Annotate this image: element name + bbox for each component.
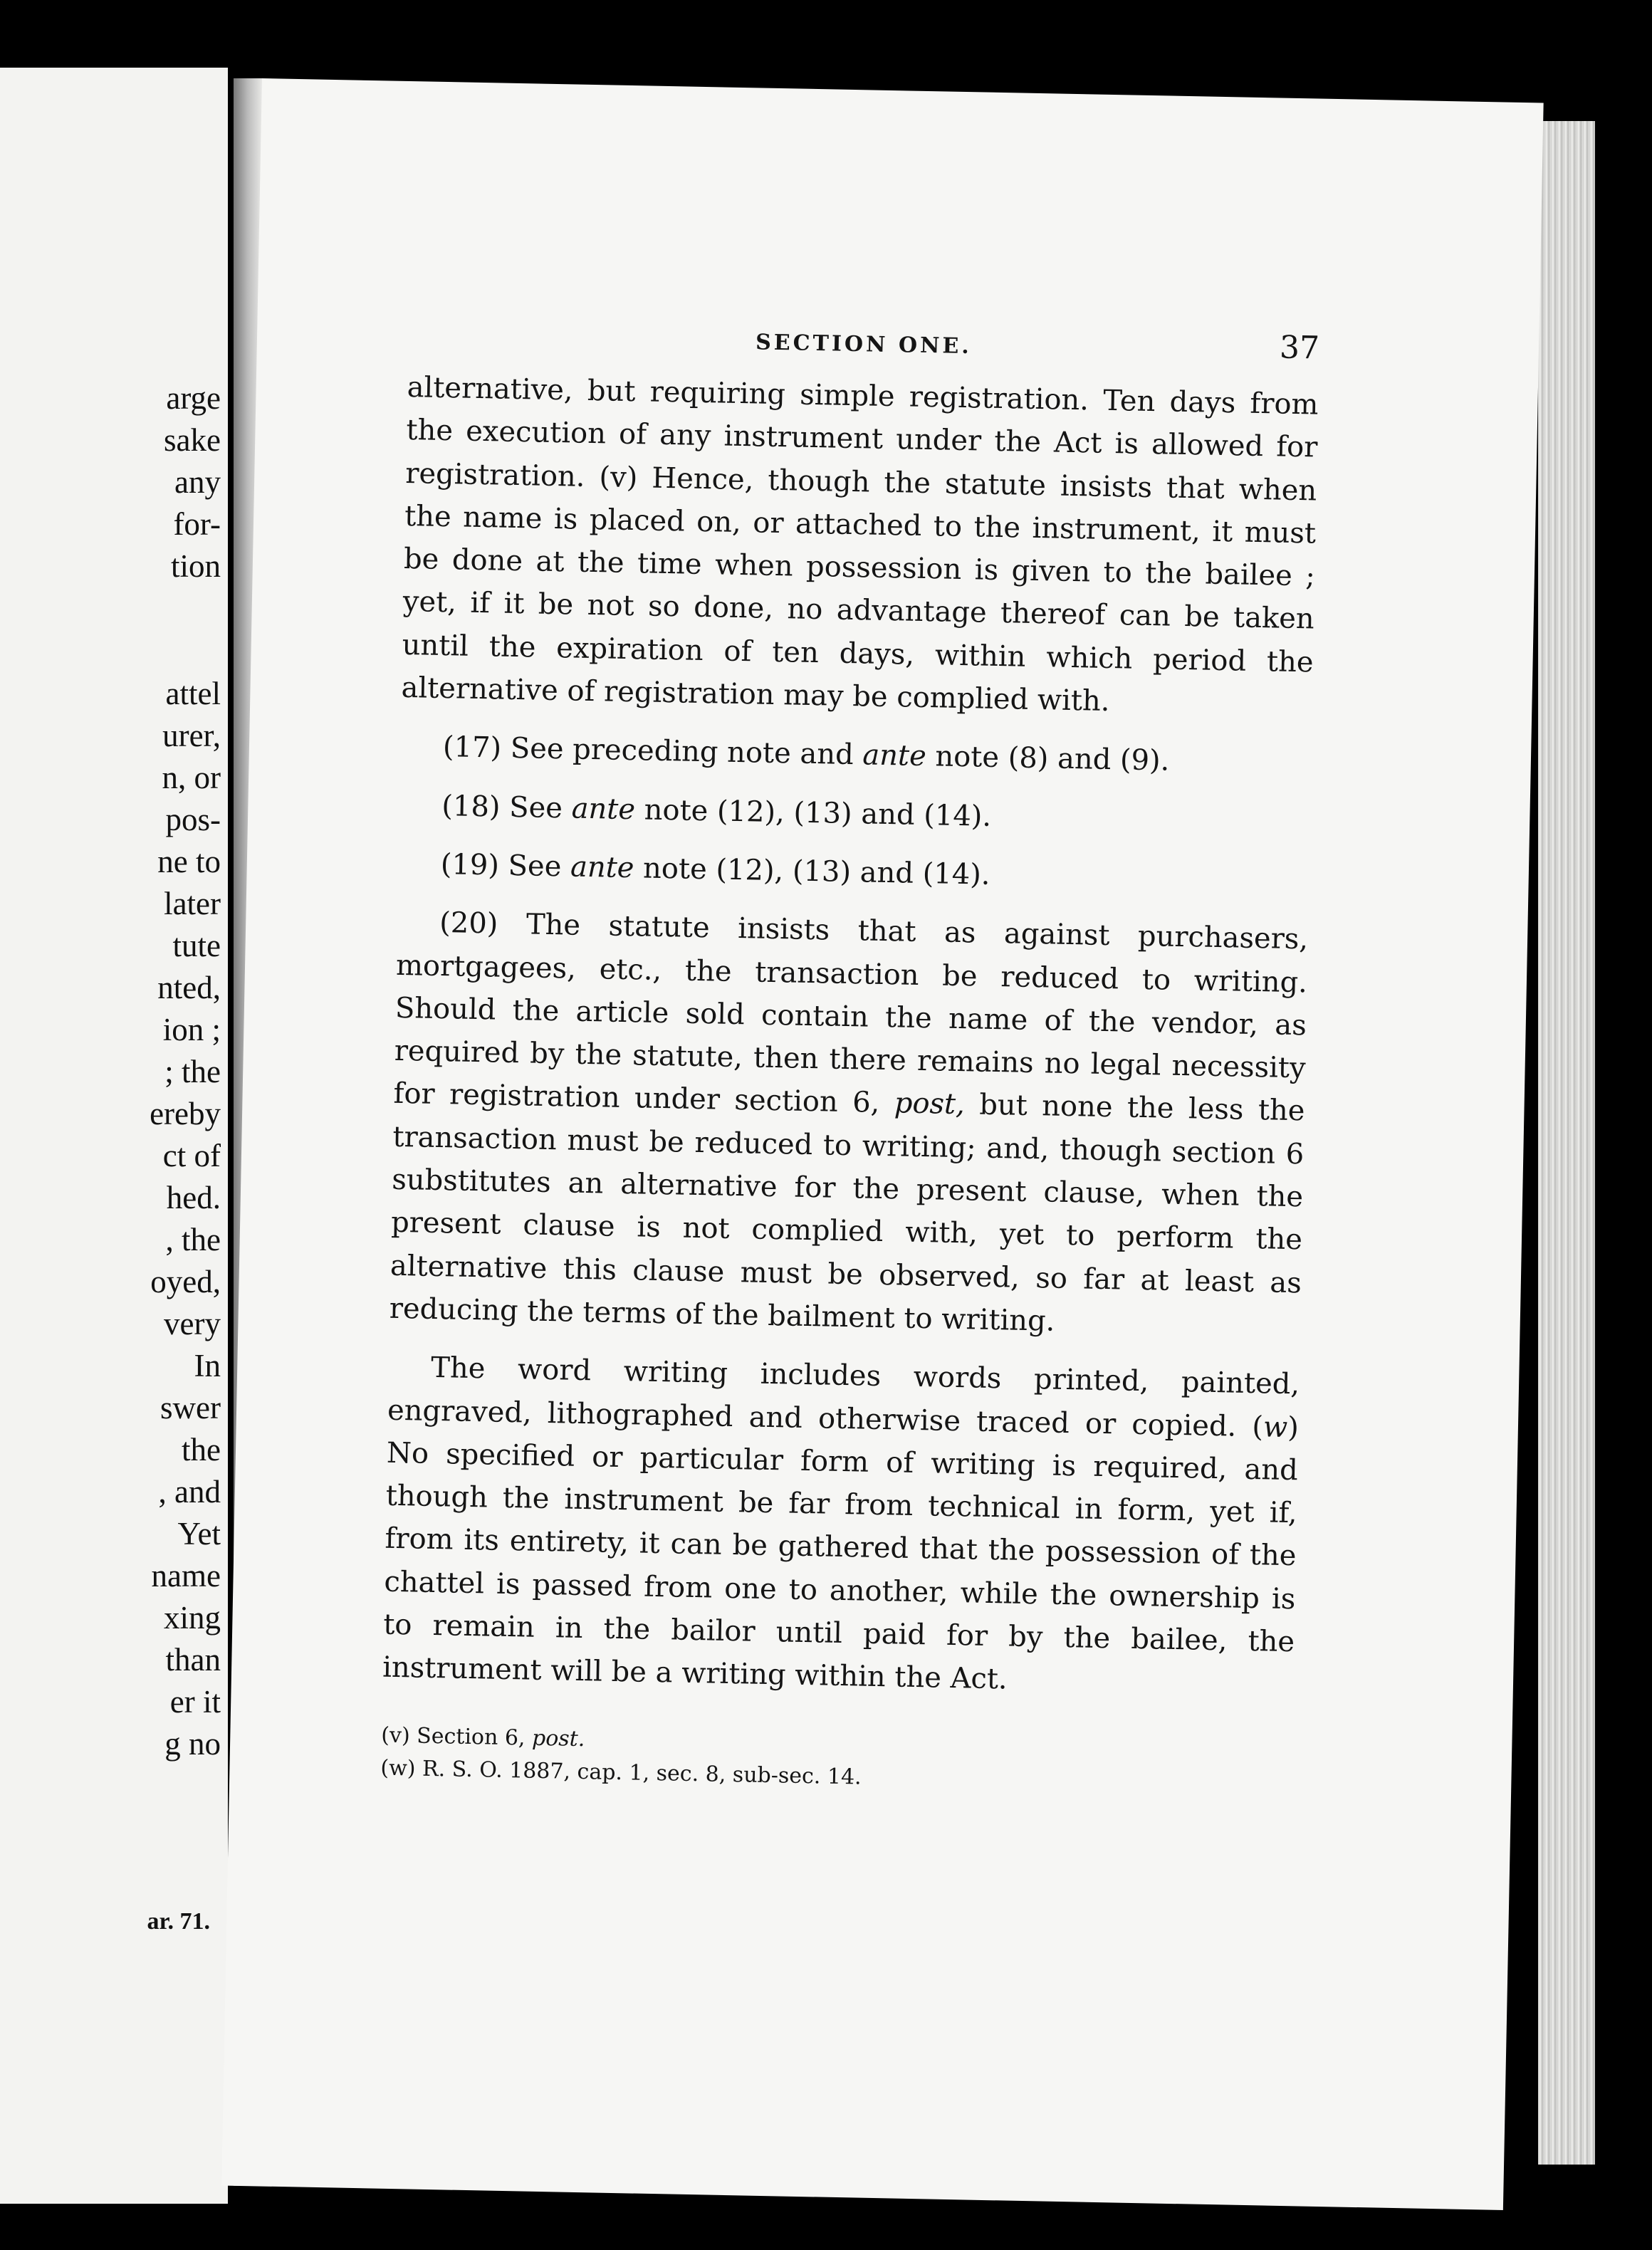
left-page-line: n, or bbox=[162, 760, 221, 795]
note-18: (18) See ante note (12), (13) and (14). bbox=[441, 789, 992, 833]
left-page-line: , the bbox=[165, 1222, 221, 1257]
note-19: (19) See ante note (12), (13) and (14). bbox=[440, 847, 990, 891]
page-edges bbox=[1538, 121, 1595, 2165]
left-page-line: name bbox=[151, 1558, 221, 1594]
left-page-line: nted, bbox=[157, 970, 221, 1005]
left-page-line: oyed, bbox=[150, 1264, 221, 1299]
page-number: 37 bbox=[1279, 329, 1320, 367]
left-page-line: ; the bbox=[164, 1054, 221, 1089]
footnotes bbox=[380, 1719, 1293, 1802]
left-page-fragment bbox=[0, 68, 228, 2204]
left-page-line: ion ; bbox=[162, 1012, 221, 1047]
left-page-line: ct of bbox=[162, 1138, 221, 1173]
paragraph-continued: alternative, but requiring simple registration. Ten days from the execution of any instrument under the Act is allowed for registration. (v) Hence, though the statute insists that when the name is placed on, or attached to the instrument, it must be done at the time when possession is given to the bailee ; yet, if it be not so done, no advantage thereof can be taken until the expiration of ten days, within which period the alternative of registration may be complied with. bbox=[401, 370, 1319, 718]
footnote-w: (w) R. S. O. 1887, cap. 1, sec. 8, sub-sec. 14. bbox=[380, 1755, 862, 1790]
left-page-line: ne to bbox=[157, 844, 221, 879]
left-page-line: attel bbox=[165, 676, 221, 711]
left-page-line: than bbox=[165, 1642, 221, 1678]
left-page-line: In bbox=[194, 1348, 221, 1383]
left-page-line: Yet bbox=[177, 1516, 221, 1552]
left-page-line bbox=[0, 587, 221, 673]
right-page bbox=[221, 78, 1543, 2210]
left-page-line: for- bbox=[173, 506, 221, 542]
left-page-line: pos- bbox=[165, 802, 221, 837]
note-17: (17) See preceding note and ante note (8) and (9). bbox=[442, 731, 1170, 778]
left-page-line: later bbox=[164, 886, 221, 921]
paragraph-writing-definition: The word writing includes words printed, painted, engraved, lithographed and otherwise traced or copied. (w) No specified or particular form of writing is required, and though the instrument be far from technical in form, yet if, from its entirety, it can be gathered that the possession of the chattel is passed from one to another, while the ownership is to remain in the bailor until paid for by the bailee, the instrument will be a writing within the Act. bbox=[382, 1351, 1300, 1696]
left-page-line: er it bbox=[169, 1684, 221, 1720]
left-page-line: any bbox=[174, 464, 221, 500]
left-page-line: sake bbox=[164, 422, 221, 458]
left-page-line: urer, bbox=[162, 718, 221, 753]
left-page-line: very bbox=[164, 1306, 221, 1341]
left-page-line: arge bbox=[166, 380, 221, 416]
footnote-v: (v) Section 6, post. bbox=[381, 1722, 585, 1752]
left-page-line: the bbox=[182, 1432, 221, 1467]
left-page-line: swer bbox=[160, 1390, 221, 1425]
page-content bbox=[380, 309, 1320, 1802]
left-page-line: g no bbox=[164, 1726, 221, 1762]
left-page-line: tion bbox=[170, 548, 221, 584]
left-page-line: hed. bbox=[166, 1180, 221, 1215]
left-page-line: xing bbox=[163, 1600, 221, 1636]
left-page-line: tute bbox=[172, 928, 221, 963]
running-title: SECTION ONE. bbox=[755, 330, 973, 360]
note-20: (20) The statute insists that as against purchasers, mortgagees, etc., the transaction be reduced to writing. Should the article sold contain the name of the vendor, as required by the statute, then there remains no legal necessity for registration under section 6, post, but none the less the transaction must be reduced to writing; and, though section 6 substitutes an alternative for the present clause, when the present clause is not complied with, yet to perform the alternative this clause must be observed, so far at least as reducing the terms of the bailment to writing. bbox=[389, 906, 1309, 1338]
left-page-text bbox=[0, 377, 221, 1765]
left-page-line: , and bbox=[158, 1474, 221, 1509]
left-page-footer: ar. 71. bbox=[147, 1908, 210, 1935]
left-page-line: ereby bbox=[150, 1096, 221, 1131]
